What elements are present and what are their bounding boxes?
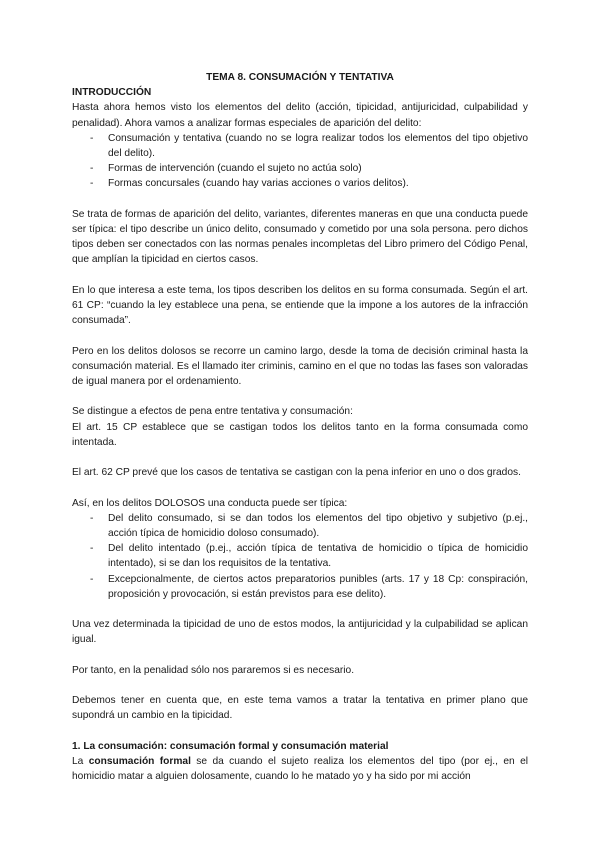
document-title: TEMA 8. CONSUMACIÓN Y TENTATIVA — [206, 72, 394, 83]
section-heading: 1. La consumación: consumación formal y consumación material — [72, 740, 389, 752]
list-forms — [72, 131, 528, 192]
paragraph-iter-criminis: Pero en los delitos dolosos se recorre un camino largo, desde la toma de decisión criminal hasta la consumación material. Es el llamado iter criminis, camino en el que no todas las fases son valoradas de igual manera por el ordenamiento. — [72, 345, 528, 388]
paragraph-penalidad: Por tanto, en la penalidad sólo nos pararemos si es necesario. — [72, 664, 355, 676]
paragraph-art61: En lo que interesa a este tema, los tipos describen los delitos en su forma consumada. Según el art. 61 CP: “cuando la ley establece una pena, se entiende que la impone a los autores de la infracción consumada”. — [72, 284, 528, 327]
list-item: - Formas concursales (cuando hay varias acciones o varios delitos). — [72, 176, 528, 191]
list-item: - Consumación y tentativa (cuando no se logra realizar todos los elementos del tipo objetivo del delito). — [72, 131, 528, 161]
paragraph-art62: El art. 62 CP prevé que los casos de tentativa se castigan con la pena inferior en uno o dos grados. — [72, 467, 521, 479]
paragraph-antijuricidad: Una vez determinada la tipicidad de uno de estos modos, la antijuricidad y la culpabilidad se aplican igual. — [72, 619, 528, 646]
paragraph-tentativa: Debemos tener en cuenta que, en este tema vamos a tratar la tentativa en primer plano que supondrá un cambio en la tipicidad. — [72, 695, 528, 722]
list-item: - Excepcionalmente, de ciertos actos preparatorios punibles (arts. 17 y 18 Cp: conspiración, proposición y provocación, si están previstos para ese delito). — [72, 572, 528, 602]
paragraph-distinction: Se distingue a efectos de pena entre tentativa y consumación: — [72, 406, 353, 418]
list-item: - Del delito consumado, si se dan todos los elementos del tipo objetivo y subjetivo (p.ej., acción típica de homicidio doloso consumado). — [72, 511, 528, 541]
document-body — [72, 70, 528, 784]
paragraph-intro: Hasta ahora hemos visto los elementos del delito (acción, tipicidad, antijuricidad, culpabilidad y penalidad). Ahora vamos a analizar formas especiales de aparición del delito: — [72, 102, 528, 129]
list-item: - Formas de intervención (cuando el sujeto no actúa solo) — [72, 161, 528, 176]
paragraph-art15: El art. 15 CP establece que se castigan todos los delitos tanto en la forma consumada como intentada. — [72, 421, 528, 448]
intro-heading: INTRODUCCIÓN — [72, 87, 152, 99]
paragraph-dolosos: Así, en los delitos DOLOSOS una conducta puede ser típica: — [72, 497, 348, 509]
text-run: La — [72, 755, 89, 767]
paragraph-consumacion-formal — [72, 754, 528, 784]
list-typicity — [72, 511, 528, 602]
text-run: se da cuando el sujeto realiza los elementos del tipo (por ej., en el homicidio matar a alguien dolosamente, cuando lo he matado yo y ha sido por mi acción — [72, 755, 528, 783]
list-item: - Del delito intentado (p.ej., acción típica de tentativa de homicidio o típica de homicidio intentado), si se dan los requisitos de la tentativa. — [72, 541, 528, 571]
paragraph-forms: Se trata de formas de aparición del delito, variantes, diferentes maneras en que una conducta puede ser típica: el tipo describe un único delito, consumado y cometido por una sola persona. pero dichos tipos deben ser conectados con las normas penales incompletas del Libro primero del Código Penal, que amplían la tipicidad en ciertos casos. — [72, 208, 528, 266]
bold-term: consumación formal — [88, 755, 191, 767]
